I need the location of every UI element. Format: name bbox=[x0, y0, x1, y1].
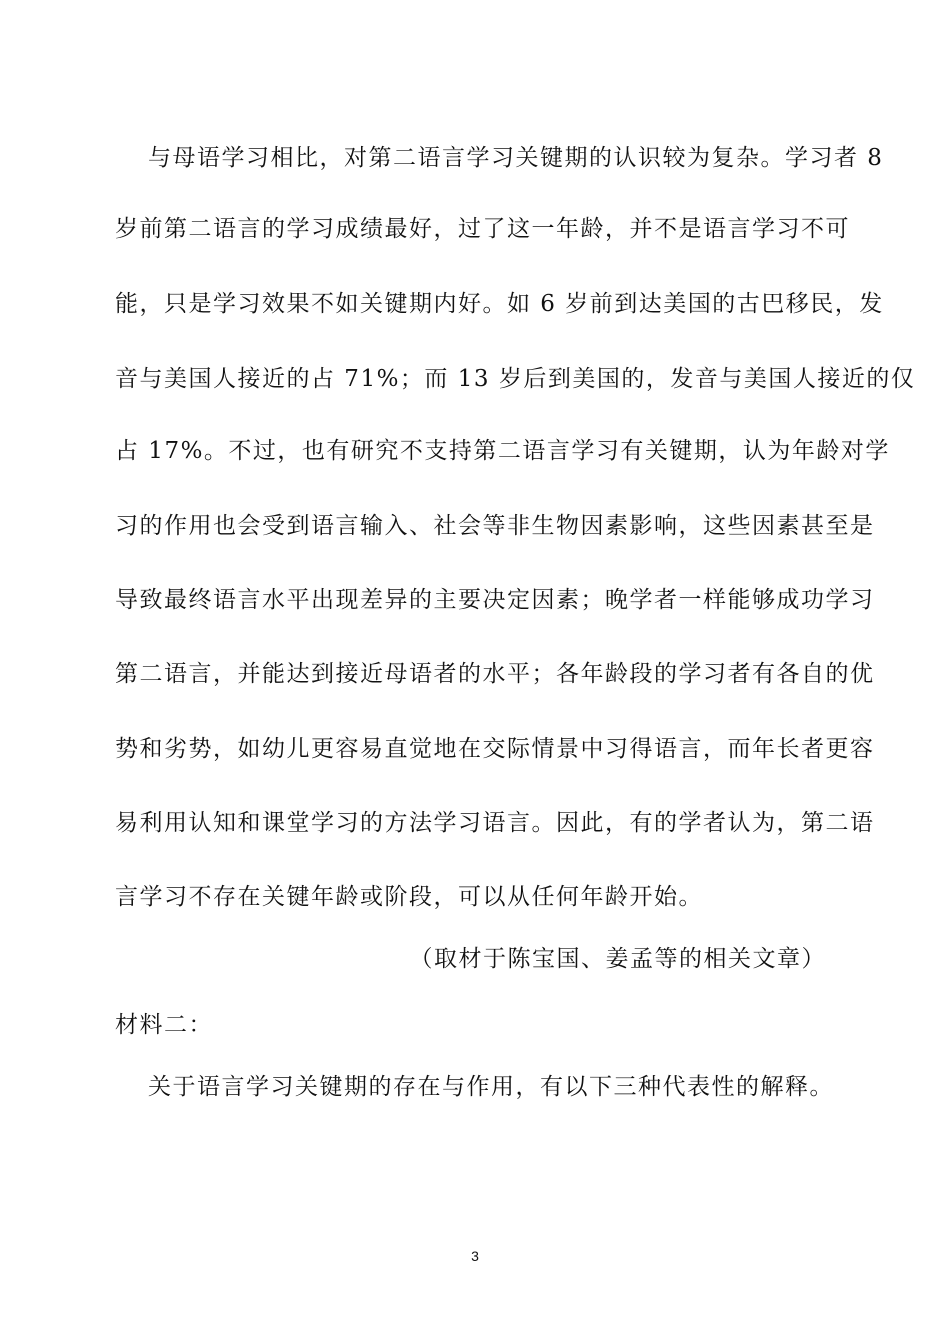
paragraph-1-line-2: 岁前第二语言的学习成绩最好，过了这一年龄，并不是语言学习不可 bbox=[115, 216, 850, 242]
paragraph-1-line-6: 习的作用也会受到语言输入、社会等非生物因素影响，这些因素甚至是 bbox=[115, 513, 875, 539]
paragraph-2: 关于语言学习关键期的存在与作用，有以下三种代表性的解释。 bbox=[148, 1074, 834, 1100]
paragraph-1-line-5: 占 17%。不过，也有研究不支持第二语言学习有关键期，认为年龄对学 bbox=[115, 438, 890, 464]
page-number: 3 bbox=[471, 1248, 479, 1264]
paragraph-1-line-4: 音与美国人接近的占 71%；而 13 岁后到美国的，发音与美国人接近的仅 bbox=[115, 366, 916, 392]
paragraph-1-line-10: 易利用认知和课堂学习的方法学习语言。因此，有的学者认为，第二语 bbox=[115, 810, 875, 836]
source-citation: （取材于陈宝国、姜孟等的相关文章） bbox=[409, 946, 826, 972]
paragraph-1-line-7: 导致最终语言水平出现差异的主要决定因素；晚学者一样能够成功学习 bbox=[115, 587, 875, 613]
paragraph-1-line-11: 言学习不存在关键年龄或阶段，可以从任何年龄开始。 bbox=[115, 884, 703, 910]
paragraph-1-line-1: 与母语学习相比，对第二语言学习关键期的认识较为复杂。学习者 8 bbox=[148, 145, 884, 171]
paragraph-1-line-3: 能，只是学习效果不如关键期内好。如 6 岁前到达美国的古巴移民，发 bbox=[115, 291, 884, 317]
paragraph-1-line-9: 势和劣势，如幼儿更容易直觉地在交际情景中习得语言，而年长者更容 bbox=[115, 736, 875, 762]
paragraph-1-line-8: 第二语言，并能达到接近母语者的水平；各年龄段的学习者有各自的优 bbox=[115, 661, 875, 687]
material-two-heading: 材料二： bbox=[115, 1012, 213, 1038]
